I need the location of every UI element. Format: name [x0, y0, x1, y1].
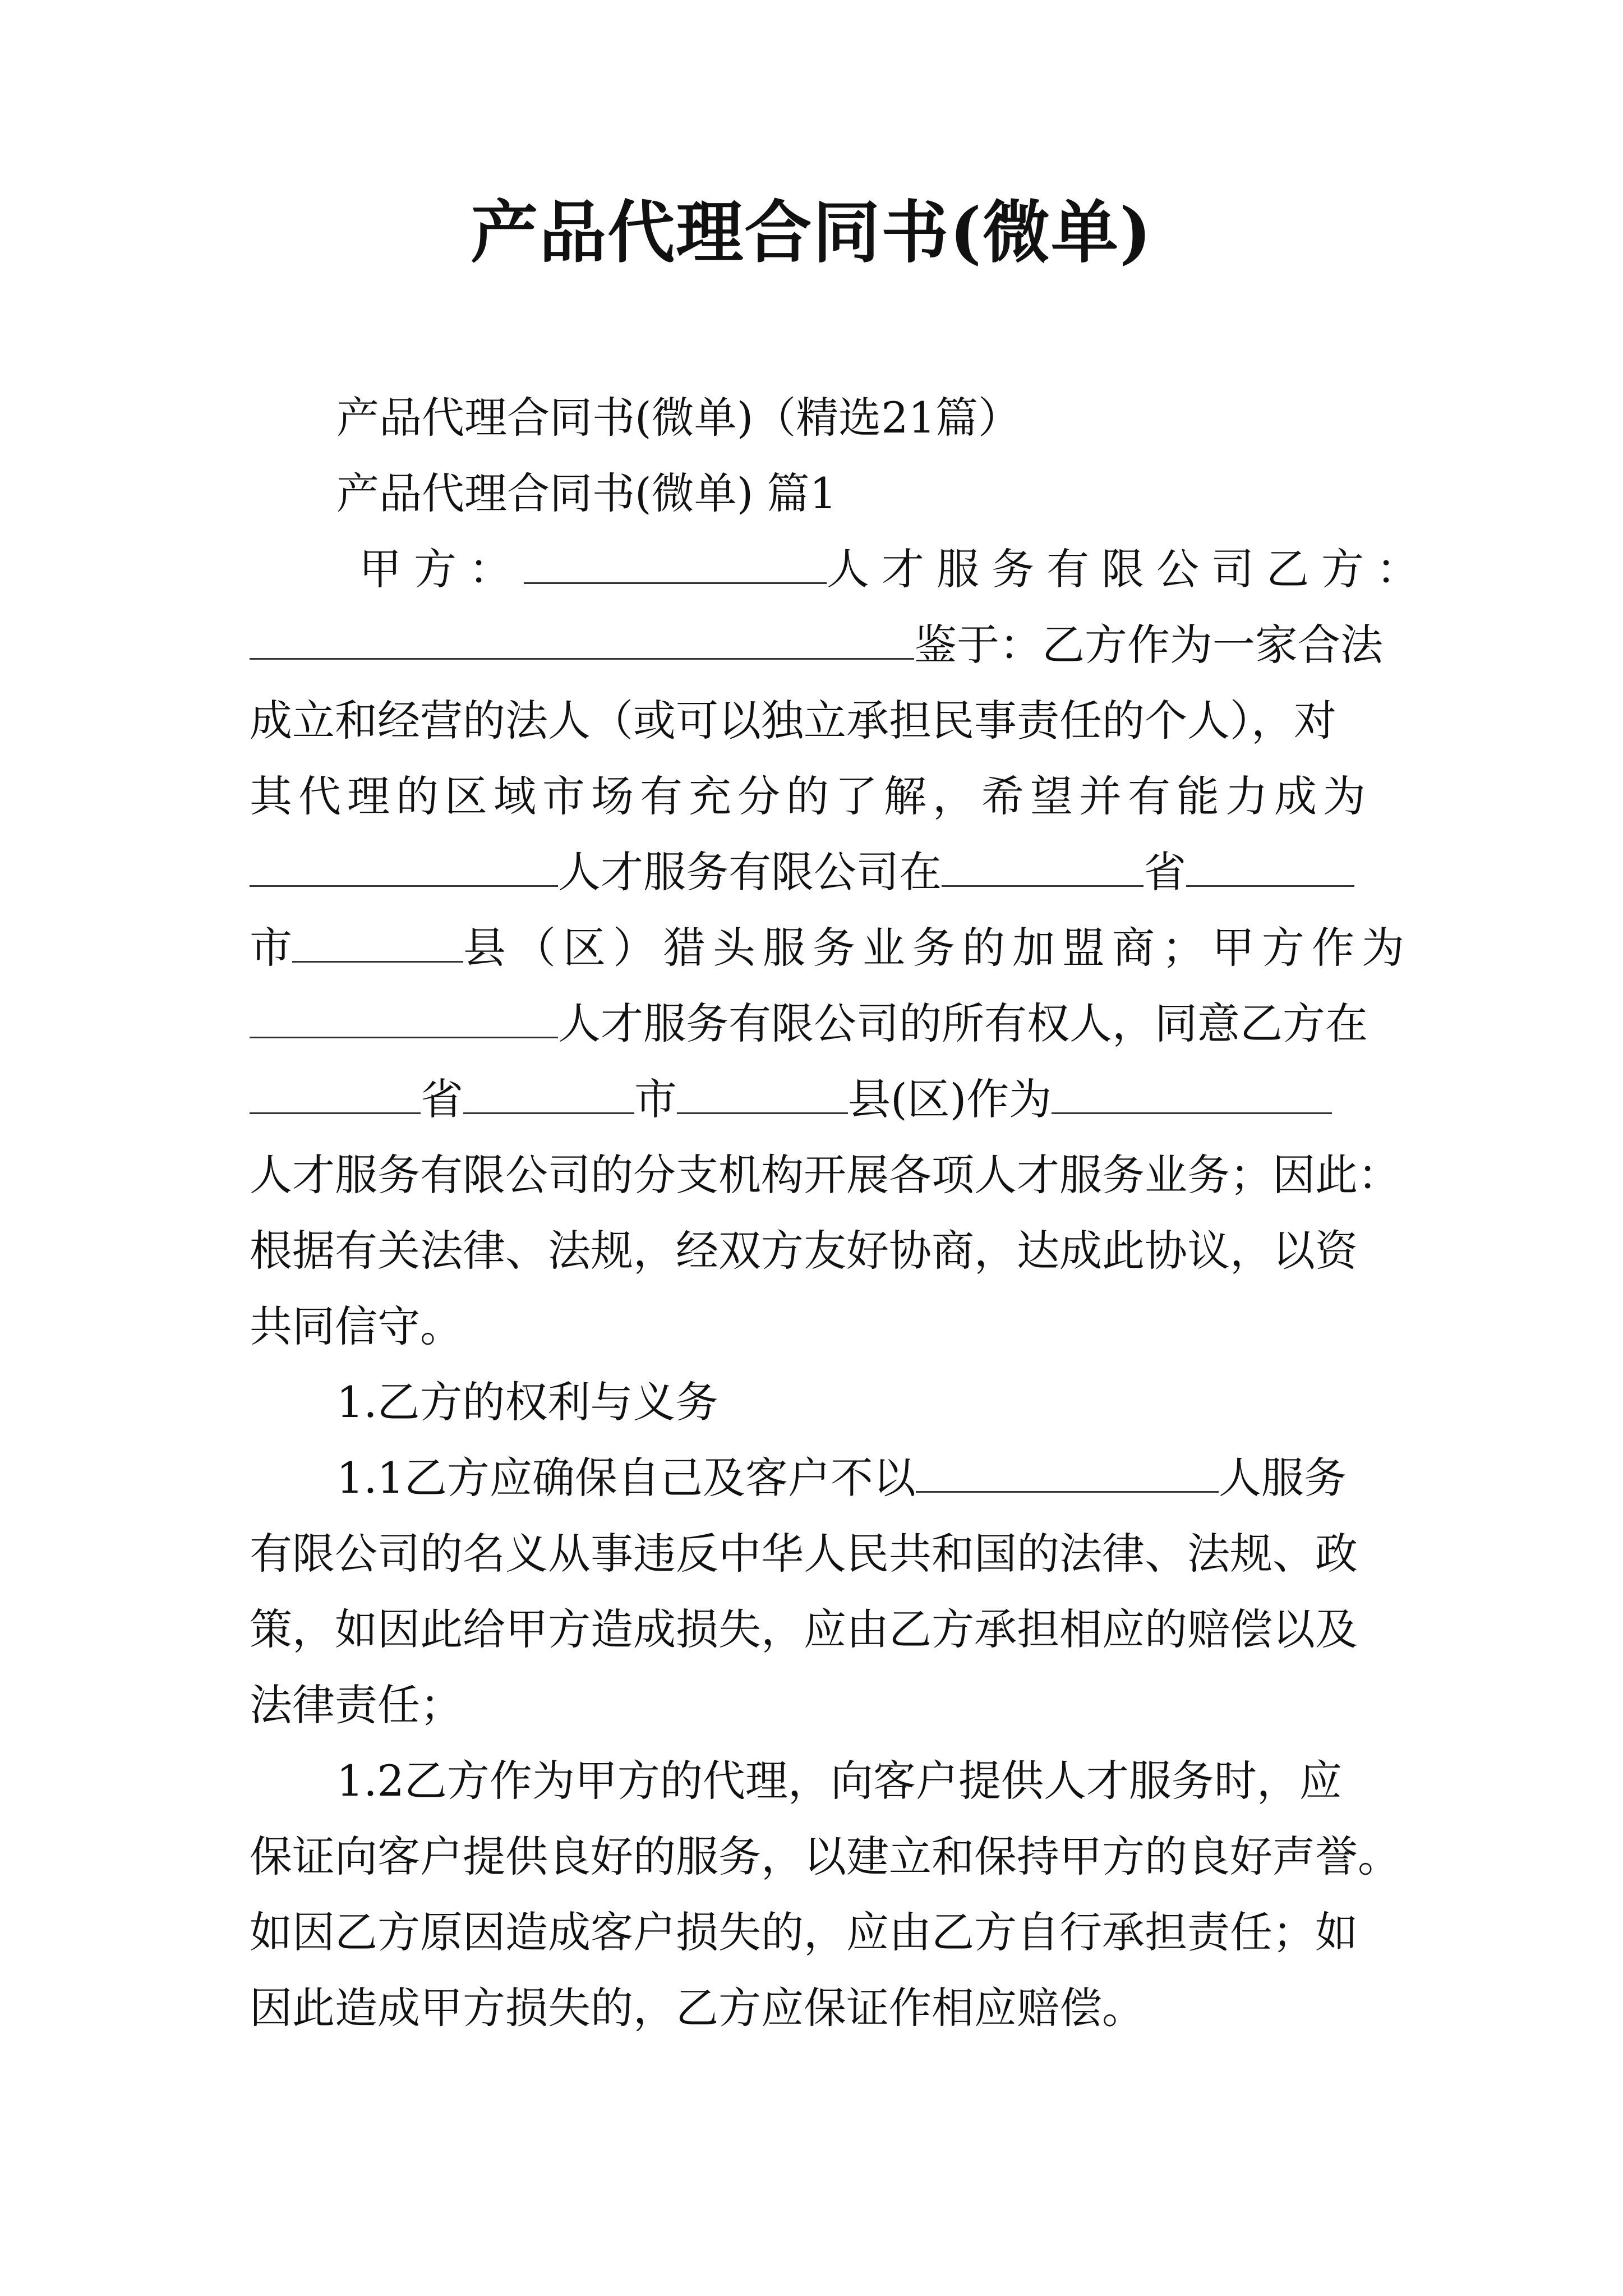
p1-line-7-text: 人才服务有限公司的所有权人，同意乙方在 — [558, 999, 1368, 1048]
p1-line-10: 根据有关法律、法规，经双方友好协商，达成此协议，以资 — [250, 1226, 1358, 1276]
party-b-line — [250, 617, 1388, 673]
p1-line-7 — [250, 996, 1388, 1052]
p3-line-4: 因此造成甲方损失的，乙方应保证作相应赔偿。 — [250, 1983, 1145, 2033]
blank-company-1 — [250, 846, 558, 887]
p2-line-1-b: 人服务 — [1218, 1453, 1347, 1503]
p2-line-1 — [336, 1450, 1388, 1506]
document-title: 产品代理合同书(微单) — [471, 193, 1152, 272]
party-a-label: 甲方： — [359, 544, 524, 594]
p1-line-5-a: 人才服务有限公司在 — [558, 847, 942, 897]
party-b-blank — [250, 619, 914, 660]
p2-line-1-a: 1.1乙方应确保自己及客户不以 — [336, 1453, 916, 1503]
p1-line-11: 共同信守。 — [250, 1301, 463, 1351]
subtitle: 产品代理合同书(微单)（精选21篇） — [336, 393, 1021, 443]
p1-line-6-a: 市 — [250, 923, 292, 973]
blank-company-2 — [250, 997, 558, 1038]
p3-line-1: 1.2乙方作为甲方的代理，向客户提供人才服务时，应 — [336, 1756, 1342, 1806]
blank-county-1 — [292, 922, 463, 963]
party-a-blank — [524, 543, 827, 584]
p1-line-4: 其代理的区域市场有充分的了解，希望并有能力成为 — [250, 771, 1372, 821]
blank-city-2 — [463, 1073, 634, 1114]
p1-line-6 — [250, 920, 1412, 976]
blank-county-2 — [677, 1073, 848, 1114]
blank-province-1 — [942, 846, 1144, 887]
p1-line-8-b: 市 — [634, 1074, 677, 1124]
p1-line-9: 人才服务有限公司的分支机构开展各项人才服务业务；因此： — [250, 1150, 1400, 1200]
blank-city-1 — [1186, 846, 1354, 887]
blank-province-2 — [250, 1073, 421, 1114]
p2-line-2: 有限公司的名义从事违反中华人民共和国的法律、法规、政 — [250, 1529, 1358, 1579]
p1-line-8-a: 省 — [421, 1074, 463, 1124]
p2-line-3: 策，如因此给甲方造成损失，应由乙方承担相应的赔偿以及 — [250, 1604, 1358, 1654]
section-heading: 产品代理合同书(微单) 篇1 — [336, 468, 837, 518]
p1-line-5-b: 省 — [1144, 847, 1186, 897]
clause-heading-1: 1.乙方的权利与义务 — [336, 1377, 718, 1427]
p1-line-3: 成立和经营的法人（或可以独立承担民事责任的个人），对 — [250, 696, 1336, 746]
party-a-line — [359, 541, 1431, 597]
p1-line-6-b: 县（区）猎头服务业务的加盟商；甲方作为 — [463, 923, 1412, 973]
p1-line-8 — [250, 1071, 1388, 1128]
p1-line-5 — [250, 844, 1388, 900]
p2-line-4: 法律责任； — [250, 1680, 463, 1730]
p3-line-3: 如因乙方原因造成客户损失的，应由乙方自行承担责任；如 — [250, 1907, 1358, 1957]
party-a-suffix: 人才服务有限公司乙方： — [827, 544, 1431, 594]
p3-line-2: 保证向客户提供良好的服务，以建立和保持甲方的良好声誉。 — [250, 1832, 1400, 1881]
p1-line-8-c: 县(区)作为 — [848, 1074, 1052, 1124]
blank-company-3 — [1052, 1073, 1332, 1114]
blank-company-4 — [916, 1452, 1219, 1493]
jianyu-text: 鉴于：乙方作为一家合法 — [914, 620, 1383, 670]
